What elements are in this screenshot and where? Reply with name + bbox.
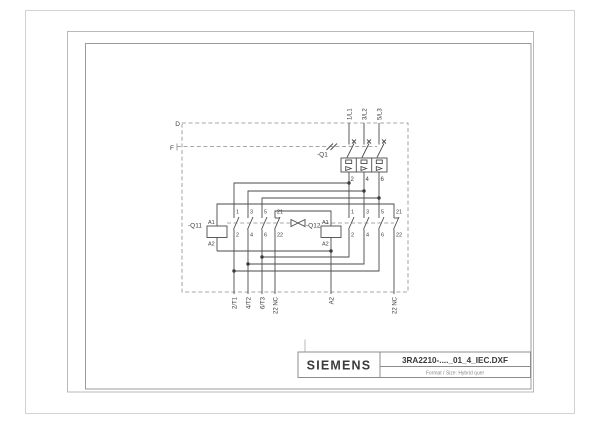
q11-pole4-bottom-num: 22 xyxy=(277,232,284,239)
terminal-4t2: 4/T2 xyxy=(246,297,253,310)
q11-pole3-bottom-num: 6 xyxy=(264,232,268,239)
q12-pole4-top-num: 21 xyxy=(396,209,403,216)
mechanical-interlock-icon xyxy=(291,220,305,227)
breaker-output-6: 6 xyxy=(380,177,384,183)
supply-label-1l1: 1/L1 xyxy=(347,108,354,120)
breaker-label: -Q1 xyxy=(317,151,328,159)
outer-drawing-border xyxy=(68,32,534,393)
q12-pole1-top-num: 1 xyxy=(351,209,355,216)
q11-pole2-top-num: 3 xyxy=(250,209,254,216)
q12-coil-a2: A2 xyxy=(322,241,329,248)
breaker-q1 xyxy=(317,123,387,183)
junction-dot xyxy=(329,249,332,252)
q11-pole1-top-num: 1 xyxy=(236,209,240,216)
q11-pole2-bottom-num: 4 xyxy=(250,232,254,239)
q12-label: -Q12 xyxy=(306,222,321,230)
q11-label: -Q11 xyxy=(188,222,202,230)
contactor-q11 xyxy=(188,210,283,252)
supply-label-5l3: 5/L3 xyxy=(377,108,384,120)
q11-pole1-bottom-num: 2 xyxy=(236,232,240,239)
junction-dot xyxy=(347,181,350,184)
siemens-logo: SIEMENS xyxy=(306,358,372,373)
junction-dot xyxy=(377,196,380,199)
boundary-label-d: D xyxy=(175,121,180,128)
contact-blade xyxy=(394,217,400,230)
terminal-22nc-left: 6/T3 xyxy=(260,297,267,310)
q11-pole4-top-num: 21 xyxy=(277,209,284,216)
swap-wire-q12out6-t1 xyxy=(234,230,379,272)
q12-pole2-top-num: 3 xyxy=(366,209,370,216)
contactor-q12 xyxy=(306,210,403,252)
junction-dot xyxy=(232,269,235,272)
inner-drawing-frame xyxy=(86,44,532,390)
boundary-label-f: F xyxy=(170,145,174,152)
junction-dot xyxy=(362,189,365,192)
q12-coil xyxy=(321,226,341,238)
q11-pole3-top-num: 5 xyxy=(264,209,268,216)
terminal-a2: A2 xyxy=(329,297,336,305)
q11-coil-a2: A2 xyxy=(208,241,215,248)
q12-coil-a1: A1 xyxy=(322,220,329,226)
breaker-output-2: 2 xyxy=(350,177,354,183)
supply-label-3l2: 3/L2 xyxy=(362,108,369,120)
breaker-contact-blade xyxy=(362,144,369,158)
terminal-22nc-right: 22 NC xyxy=(392,297,399,315)
breaker-contact-blade xyxy=(347,144,354,158)
drawing-filename: 3RA2210-...._01_4_IEC.DXF xyxy=(401,356,509,365)
breaker-output-4: 4 xyxy=(365,177,369,183)
magnetic-release-icon xyxy=(346,167,382,171)
q12-pole3-top-num: 5 xyxy=(381,209,385,216)
q12-pole1-bottom-num: 2 xyxy=(351,232,355,239)
q12-pole3-bottom-num: 6 xyxy=(381,232,385,239)
q12-pole4-bottom-num: 22 xyxy=(396,232,403,239)
terminal-6t3: 22 NC xyxy=(273,297,280,315)
terminal-2t1: 2/T1 xyxy=(232,297,239,310)
junction-dot xyxy=(260,255,263,258)
junction-dot xyxy=(246,262,249,265)
thermal-release-icon xyxy=(346,160,383,164)
breaker-contact-blade xyxy=(377,144,384,158)
title-block xyxy=(298,340,531,378)
q12-pole2-bottom-num: 4 xyxy=(366,232,370,239)
q11-coil-a1: A1 xyxy=(208,220,215,226)
q11-coil xyxy=(207,226,227,238)
format-note: Format / Size: Hybrid quer xyxy=(425,370,485,377)
device-boundary-dashed-box xyxy=(182,123,408,292)
